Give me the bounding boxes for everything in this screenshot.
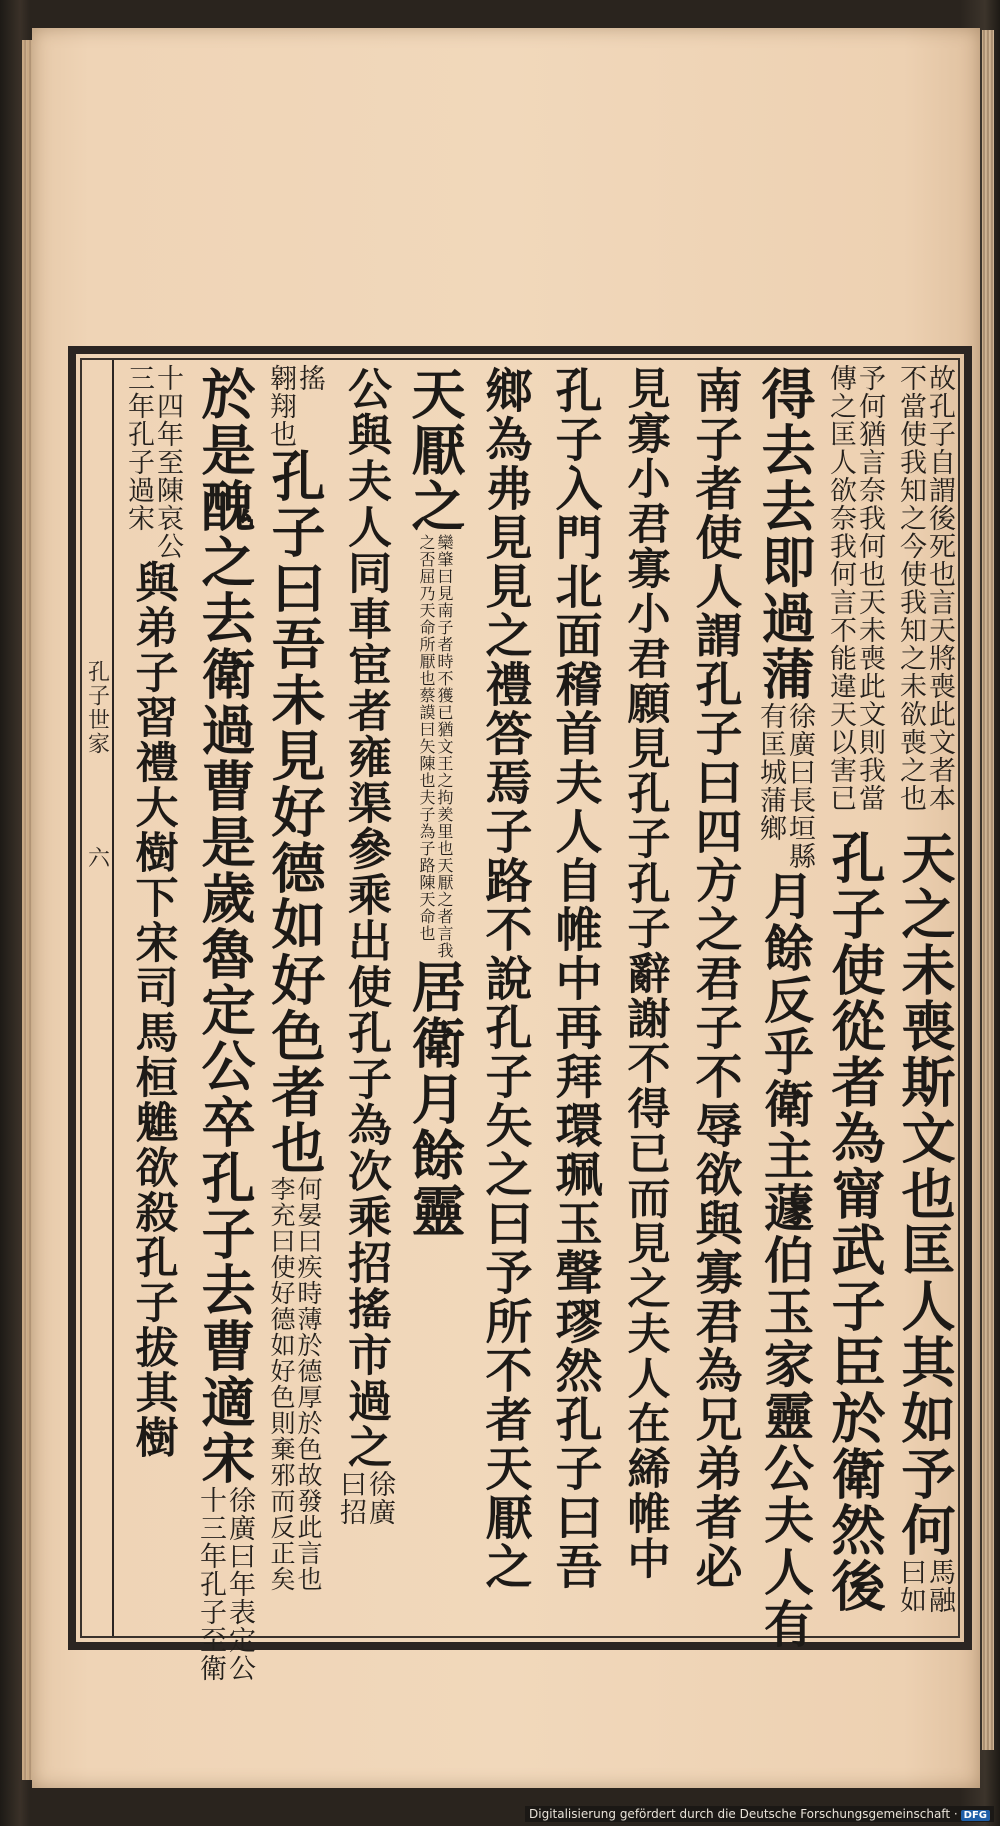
text-column-3	[750, 360, 820, 1650]
main-text: 見寡小君寡小君願見孔子孔子辭謝不得已而見之夫人在絺帷中	[620, 366, 671, 1581]
text-column-2b	[820, 830, 890, 1636]
text-column-1b	[890, 830, 960, 1636]
main-text: 天之未喪斯文也匡人其如予何	[893, 830, 957, 1558]
gutter-title: 孔子世家	[84, 660, 110, 756]
annotation-block	[267, 364, 323, 448]
annotation-line: 徐廣曰長垣縣	[784, 702, 815, 870]
annotation-line: 之否屈乃天命所厭也蔡謨曰矢陳也夫子為子路陳天命也	[417, 534, 436, 942]
annotation-line: 不當使我知之今使我知之未欲喪之也	[895, 364, 926, 812]
main-text: 得去去即過蒲	[753, 366, 817, 702]
annotation-block	[197, 1486, 253, 1682]
annotation-block	[827, 364, 883, 812]
text-column-5	[610, 360, 680, 1636]
annotation-line: 馬融	[924, 1558, 955, 1614]
main-text: 孔子曰吾未見好德如好色者也	[263, 448, 327, 1176]
annotation-line: 欒肇曰見南子者時不獲已猶文王之拘羑里也天厭之者言我	[435, 534, 454, 959]
annotation-line: 傳之匡人欲奈我何言不能違天以害已	[825, 364, 856, 812]
annotation-block	[757, 702, 813, 870]
annotation-line: 三年孔子過宋	[123, 364, 154, 532]
gutter-page-number: 六	[84, 846, 110, 868]
digitization-credit	[525, 1806, 994, 1822]
main-text: 孔子入門北面稽首夫人自帷中再拜環珮玉聲璆然孔子曰吾	[547, 366, 603, 1591]
annotation-block	[269, 1176, 321, 1592]
annotation-block	[418, 534, 452, 959]
credit-text: Digitalisierung gefördert durch die Deutsche Forschungsgemeinschaft ·	[529, 1807, 958, 1821]
annotation-line: 何晏曰疾時薄於德厚於色故發此言也	[294, 1176, 323, 1592]
annotation-line: 十四年至陳哀公	[152, 364, 183, 560]
annotation-block	[125, 364, 181, 560]
main-text: 月餘反乎衛主蘧伯玉家靈公夫人有	[756, 870, 815, 1650]
book-page-edges-right	[982, 30, 994, 1750]
text-column-10	[260, 360, 330, 1636]
main-text: 南子者使人謂孔子曰四方之君子不辱欲與寡君為兄弟者必	[687, 366, 743, 1591]
text-column-9	[330, 360, 400, 1636]
annotation-line: 故孔子自謂後死也言天將喪此文者本	[924, 364, 955, 812]
annotation-block	[337, 1470, 393, 1526]
annotation-line: 搖	[294, 364, 325, 392]
main-text: 鄉為弗見見之禮答焉子路不說孔子矢之曰予所不者天厭之	[477, 366, 533, 1591]
annotation-line: 曰如	[895, 1558, 926, 1614]
annotation-block	[897, 364, 953, 812]
annotation-line: 予何猶言奈我何也天未喪此文則我當	[854, 364, 885, 812]
annotation-block	[897, 1558, 953, 1614]
text-column-8	[400, 360, 470, 1636]
main-text: 公與夫人同車宦者雍渠參乘出使孔子為次乘招搖市過之	[340, 366, 391, 1470]
text-frame-inner	[80, 358, 960, 1682]
gutter-margin	[82, 360, 114, 1636]
annotation-line: 曰招	[335, 1470, 366, 1526]
annotation-line: 十三年孔子至衛	[195, 1486, 226, 1682]
book-page	[32, 28, 980, 1788]
annotation-line: 徐廣	[364, 1470, 395, 1526]
annotation-line: 翱翔也	[265, 364, 296, 448]
main-text: 居衛月餘靈	[403, 959, 467, 1239]
text-column-4	[680, 360, 750, 1636]
main-text: 於是醜之去衛過曹是歲魯定公卒孔子去曹適宋	[193, 366, 257, 1486]
text-column-11	[190, 360, 260, 1682]
annotation-line: 有匡城蒲鄉	[755, 702, 786, 842]
text-column-6	[540, 360, 610, 1636]
annotation-line: 徐廣曰年表定公	[224, 1486, 255, 1682]
annotation-line: 李充曰使好德如好色則棄邪而反正矣	[267, 1176, 296, 1592]
dfg-logo-icon: DFG	[961, 1810, 990, 1821]
text-frame	[68, 346, 972, 1682]
main-text: 天厭之	[403, 366, 467, 534]
main-text: 與弟子習禮大樹下宋司馬桓魋欲殺孔子拔其樹	[128, 560, 179, 1460]
text-column-7	[470, 360, 540, 1636]
text-column-12	[116, 360, 190, 1636]
main-text: 孔子使從者為甯武子臣於衛然後	[823, 830, 887, 1614]
